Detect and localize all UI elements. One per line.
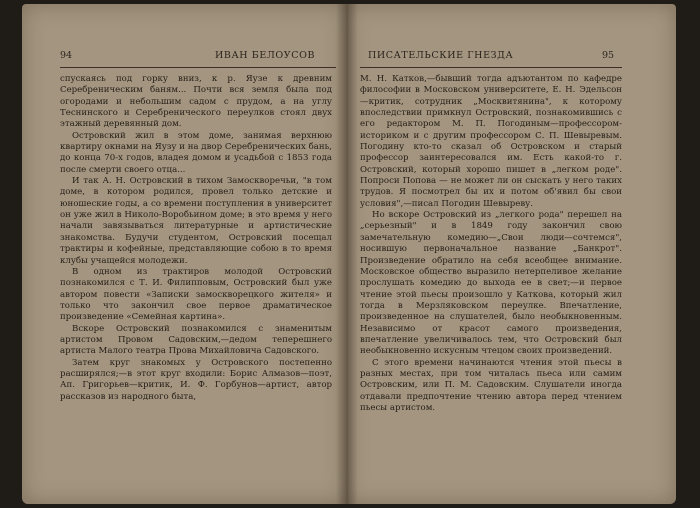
left-paragraph-1: спускаясь под горку вниз, к р. Яузе к древним Серебреническим баням... Почти вся земля была под огородами и небольшим садом с прудом, а на углу Теснинского и Серебренического переулков стоял двух этажный деревянный дом. (60, 74, 332, 130)
left-running-head: ИВАН БЕЛОУСОВ (215, 50, 316, 61)
left-paragraph-6: Затем круг знакомых у Островского постепенно расширялся;—в этот круг входили: Борис Алмазов—поэт, Ап. Григорьев—критик, И. Ф. Горбунов—артист, автор рассказов из народного быта, (60, 357, 332, 402)
left-paragraph-2: Островский жил в этом доме, занимая верхнюю квартиру окнами на Яузу и на двор Серебренических бань, до конца 70-х годов, владея домом и усадьбой с 1853 года после смерти своего отца... (60, 130, 332, 175)
left-page (22, 4, 346, 504)
left-page-number: 94 (60, 50, 73, 61)
left-paragraph-5: Вскоре Островский познакомился с знаменитым артистом Провом Садовским,—дедом теперешнего артиста Малого театра Прова Михайловича Садовского. (60, 323, 332, 357)
left-paragraph-4: В одном из трактиров молодой Островский познакомился с Т. И. Филипповым, Островский был уже автором повести «Записки замоскворецкого жителя» и только что закончил свое первое драматическое произведение «Семейная картина». (60, 266, 332, 323)
right-body-text (360, 74, 622, 414)
left-body-text (60, 74, 332, 403)
left-paragraph-3: И так А. Н. Островский в тихом Замоскворечьи, "в том доме, в котором родился, провел только детские и юношеские годы, а со времени поступления в университет он уже жил в Николо-Воробьином доме; в это время у него начали завязываться литературные и артистические знакомства. Будучи студентом, Островский посещал трактиры и кофейные, представляющие собою в то время клубы учащейся молодежи. (60, 176, 332, 266)
right-page (346, 4, 676, 504)
right-paragraph-1: М. Н. Катков,—бывший тогда адъютантом по кафедре философии в Московском университете, Е. Н. Эдельсон—критик, сотрудник „Москвитянина", к которому впоследствии примкнул Островский, познакомившись с его редактором М. П. Погодиным—профессором-историком и с другим профессором С. П. Шевыревым. Погодину кто-то сказал об Островском и старый профессор заинтересовался им. Есть какой-то г. Островский, который хорошо пишет в „легком роде". Попроси Попова — не может ли он сыскать у него таких трудов. Я посмотрел бы их и потом об'явил бы свои условия",—писал Погодин Шевыреву. (360, 74, 622, 209)
left-header-rule (60, 67, 336, 68)
right-running-head: ПИСАТЕЛЬСКИЕ ГНЕЗДА (368, 50, 514, 61)
right-paragraph-2: Но вскоре Островский из „легкого рода" перешел на „серьезный" и в 1849 году закончил свою замечательную комедию—„Свои люди—сочтемся", носившую первоначальное название „Банкрот". Произведение обратило на себя всеобщее внимание. Московское общество выразило нетерпеливое желание прослушать комедию до выхода ее в свет;—и первое чтение этой пьесы произошло у Каткова, который жил тогда в Мерзляковском переулке. Впечатление, произведенное на слушателей, было необыкновенным. Независимо от красот самого произведения, впечатление увеличивалось тем, что Островский был необыкновенно искусным чтецом своих произведений. (360, 210, 622, 357)
right-page-number: 95 (602, 50, 615, 61)
book-gutter (336, 4, 358, 504)
right-paragraph-3: С этого времени начинаются чтения этой пьесы в разных местах, при том читалась пьеса или самим Островским, или П. М. Садовским. Слушатели иногда отдавали предпочтение чтению автора перед чтением пьесы артистом. (360, 357, 622, 413)
right-header-rule (360, 67, 622, 68)
